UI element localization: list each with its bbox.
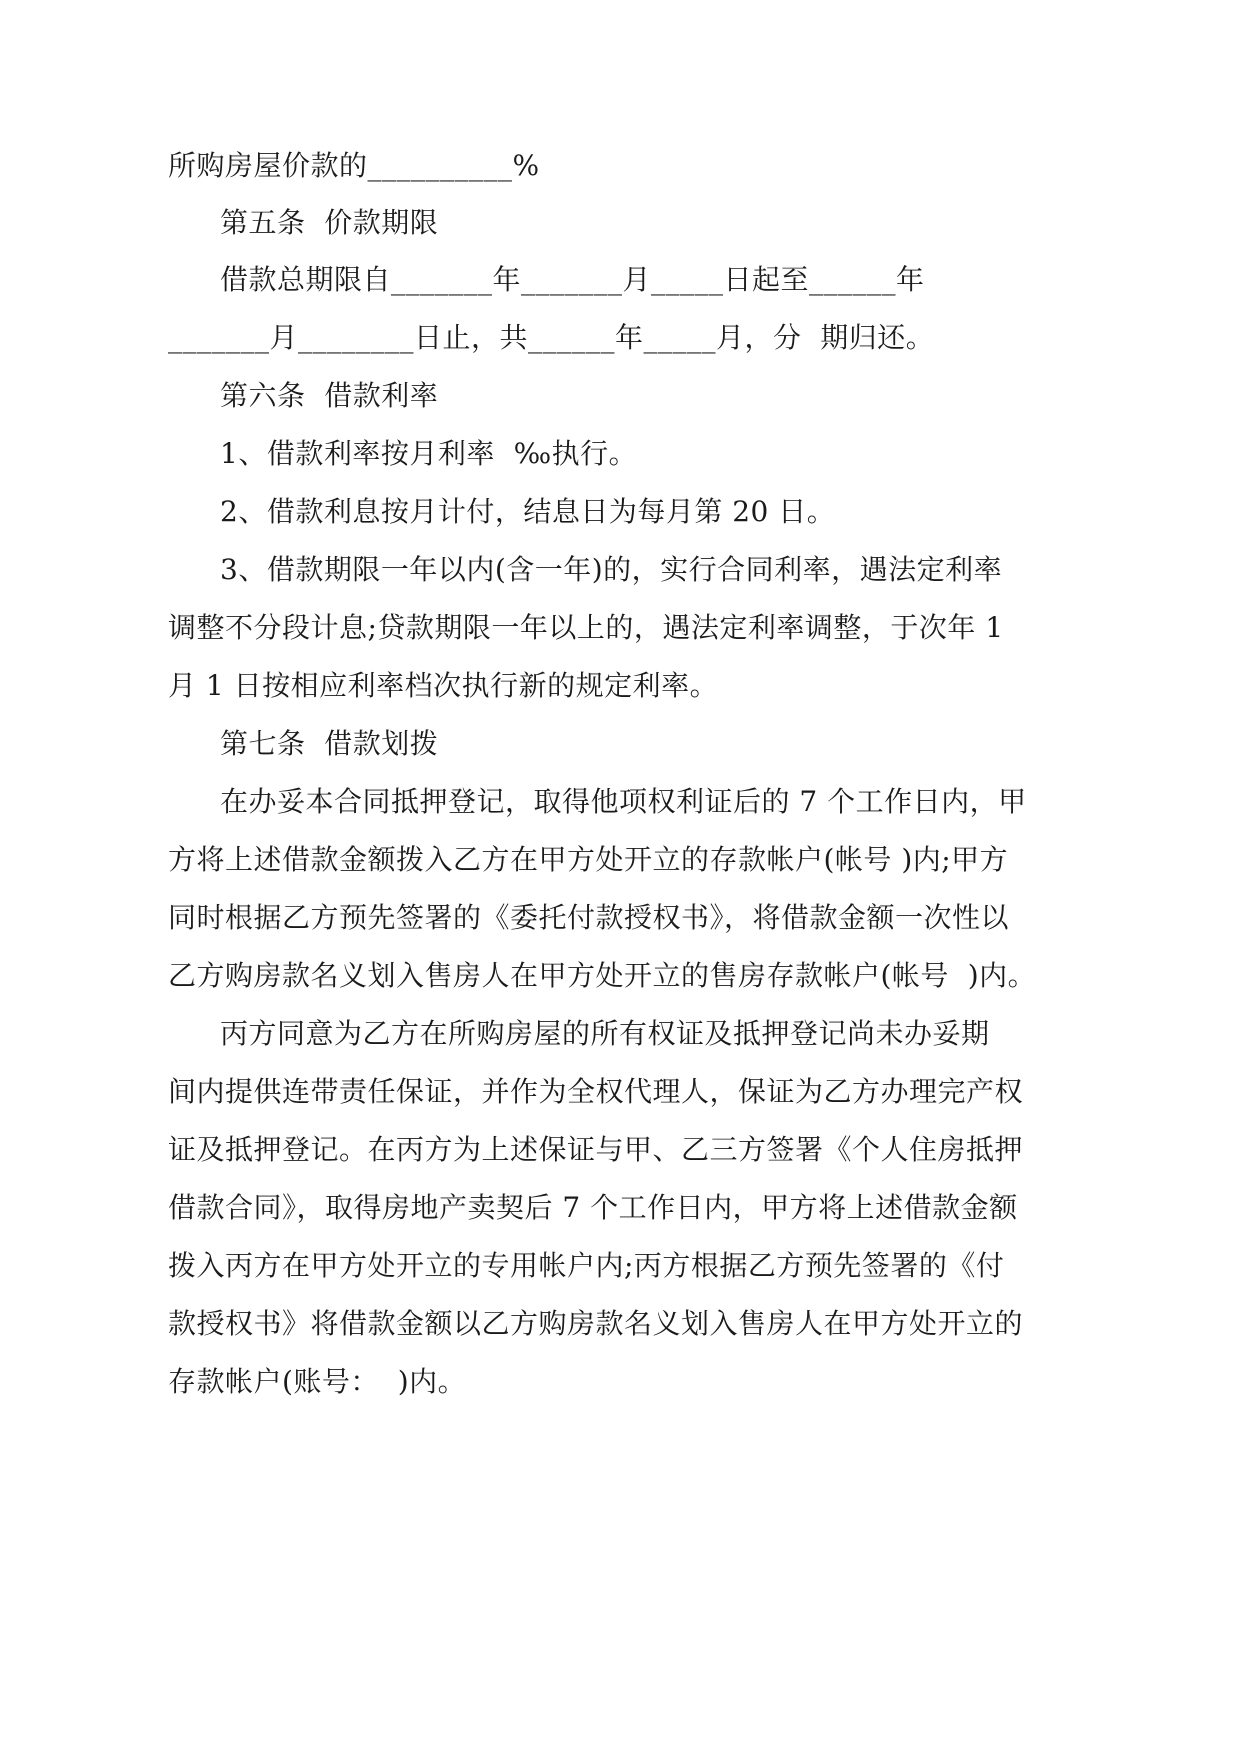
text-line: 款授权书》将借款金额以乙方购房款名义划入售房人在甲方处开立的: [168, 1307, 1024, 1340]
section-heading: 第五条 价款期限: [220, 206, 439, 239]
text-line: 在办妥本合同抵押登记，取得他项权利证后的 7 个工作日内，甲: [220, 785, 1027, 818]
text-line: 借款合同》，取得房地产卖契后 7 个工作日内，甲方将上述借款金额: [168, 1191, 1018, 1224]
text-line: 方将上述借款金额拨入乙方在甲方处开立的存款帐户(帐号 )内;甲方: [168, 843, 1009, 876]
text-line: 3、借款期限一年以内(含一年)的，实行合同利率，遇法定利率: [220, 553, 1003, 586]
text-line: 证及抵押登记。在丙方为上述保证与甲、乙三方签署《个人住房抵押: [168, 1133, 1024, 1166]
text-line: 存款帐户(账号： )内。: [168, 1365, 467, 1398]
text-line: 丙方同意为乙方在所购房屋的所有权证及抵押登记尚未办妥期: [220, 1017, 990, 1050]
text-line: 拨入丙方在甲方处开立的专用帐户内;丙方根据乙方预先签署的《付: [168, 1249, 1005, 1282]
text-line: 同时根据乙方预先签署的《委托付款授权书》，将借款金额一次性以: [168, 901, 1010, 934]
text-line: 乙方购房款名义划入售房人在甲方处开立的售房存款帐户(帐号 )内。: [168, 959, 1037, 992]
text-line: 调整不分段计息;贷款期限一年以上的，遇法定利率调整，于次年 1: [168, 611, 1004, 644]
text-line: 1、借款利率按月利率 ‰执行。: [220, 437, 638, 470]
text-line: 间内提供连带责任保证，并作为全权代理人，保证为乙方办理完产权: [168, 1075, 1024, 1108]
section-heading: 第六条 借款利率: [220, 379, 439, 412]
text-line: _______月________日止，共______年_____月，分 期归还。: [168, 321, 935, 354]
text-line: 所购房屋价款的__________%: [168, 149, 540, 182]
text-line: 借款总期限自_______年_______月_____日起至______年: [220, 263, 925, 296]
text-line: 月 1 日按相应利率档次执行新的规定利率。: [168, 669, 719, 702]
section-heading: 第七条 借款划拨: [220, 727, 439, 760]
text-line: 2、借款利息按月计付，结息日为每月第 20 日。: [220, 495, 836, 528]
